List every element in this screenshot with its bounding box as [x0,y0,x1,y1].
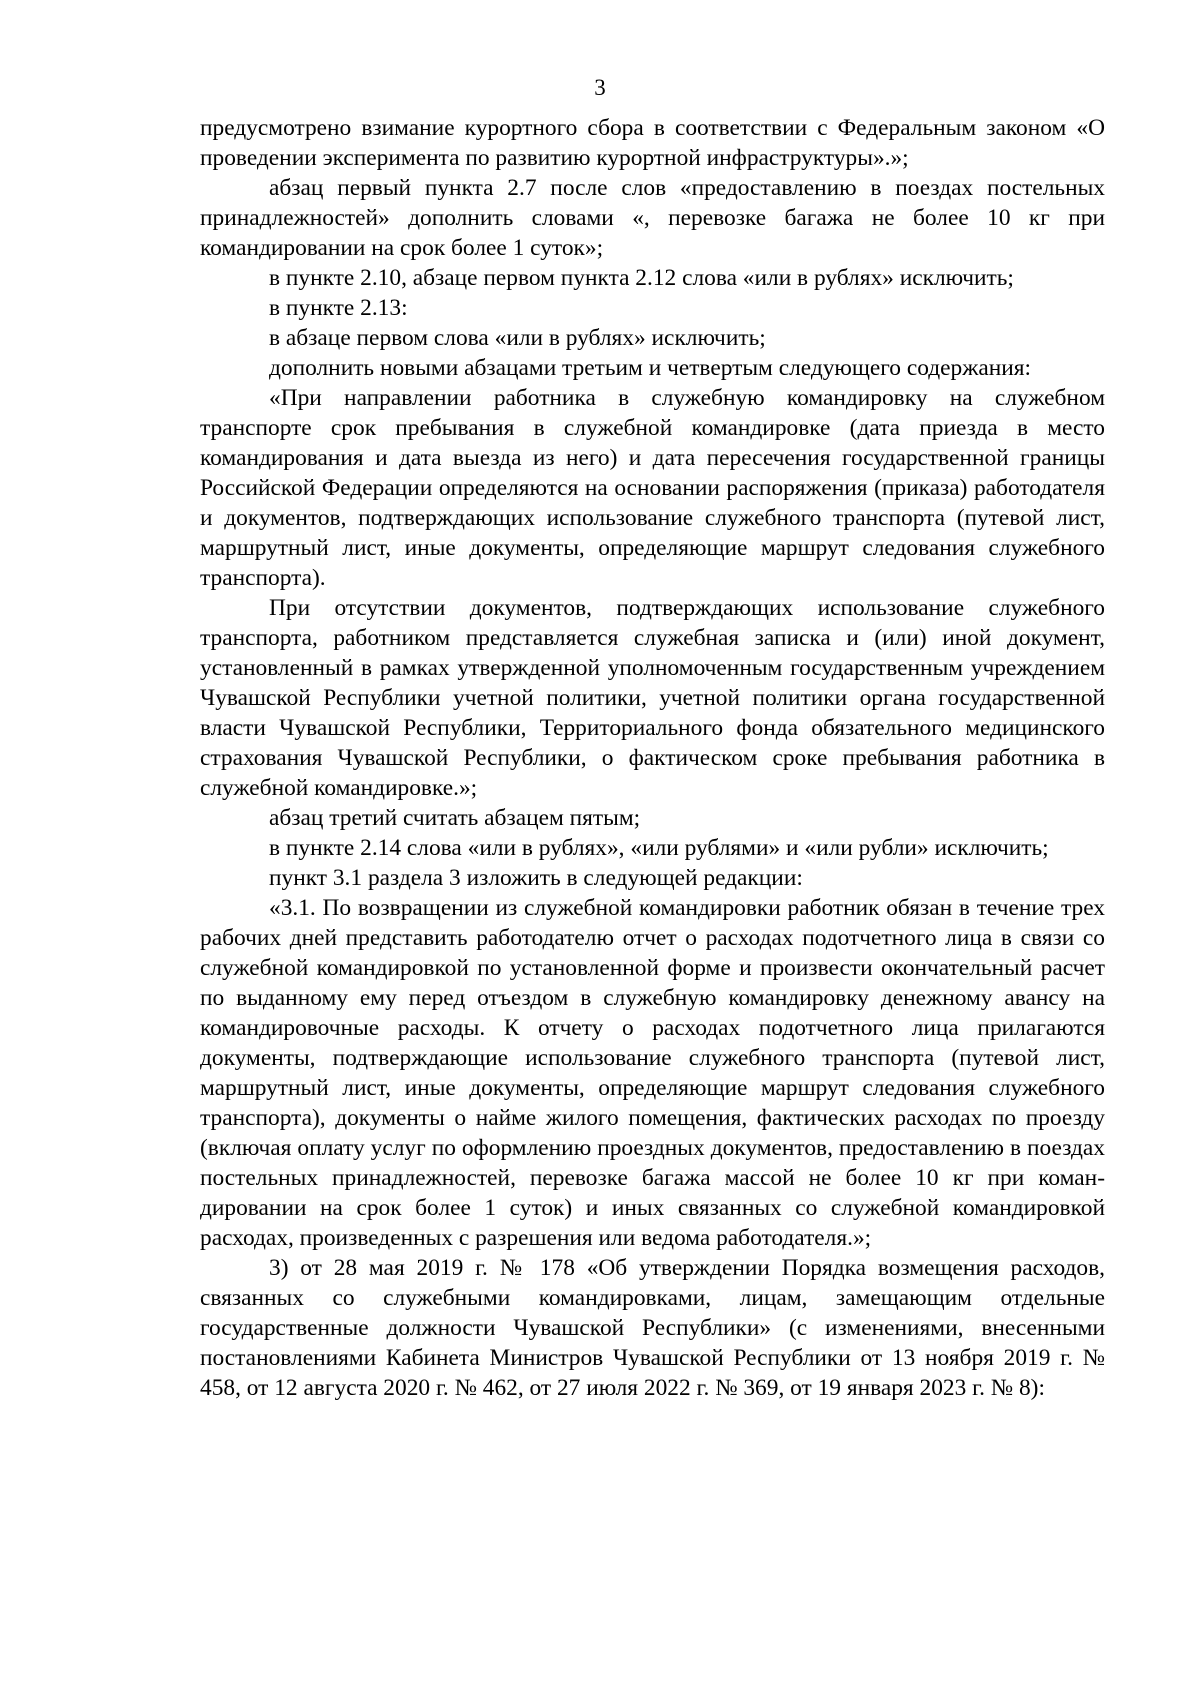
paragraph: «3.1. По возвращении из служебной командировки работник обязан в течение трех рабочих дней представить работодателю отчет о расходах подотчетного лица в связи со служебной командировкой по установленной форме и произвести окончательный расчет по выданному ему перед отъездом в служебную командировку денежному авансу на командировочные расходы. К отчету о расходах подотчетного лица прилагаются документы, подтверждающие использование служебного транспорта (путевой лист, маршрутный лист, иные документы, определяющие маршрут следования служебного транспорта), документы о найме жилого помещения, фактических расходах по проезду (включая оплату услуг по оформлению проездных документов, предоставлению в поездах постельных принадлежностей, перевозке багажа массой не более 10 кг при командировании на срок более 1 суток) и иных связанных со служебной командировкой расходах, произведенных с разрешения или ведома работодателя.»; [200,895,1105,1251]
paragraph: в пункте 2.10, абзаце первом пункта 2.12 слова «или в рублях» исключить; [269,265,1014,291]
paragraph: абзац первый пункта 2.7 после слов «предоставлению в поездах постельных принадлежностей» дополнить словами «, перевозке багажа не более 10 кг при командировании на срок более 1 суток»; [200,175,1105,261]
paragraph: в пункте 2.14 слова «или в рублях», «или рублями» и «или рубли» исключить; [269,835,1049,861]
paragraph-continuation: предусмотрено взимание курортного сбора в соответствии с Федеральным законом «О проведении эксперимента по развитию курортной инфраструктуры».»; [200,115,1105,171]
paragraph: пункт 3.1 раздела 3 изложить в следующей редакции: [269,865,803,891]
document-body [200,113,1105,1403]
paragraph: в абзаце первом слова «или в рублях» исключить; [269,325,766,351]
paragraph: При отсутствии документов, подтверждающих использование служебного транспорта, работником представляется служебная записка и (или) иной документ, установленный в рамках утвержденной уполномоченным государственным учреждением Чувашской Республики учетной политики, учетной политики органа государственной власти Чувашской Республики, Территориального фонда обязательного медицинского страхования Чувашской Республики, о фактическом сроке пребывания работника в служебной командировке.»; [200,595,1105,801]
paragraph: дополнить новыми абзацами третьим и четвертым следующего содержания: [269,355,1032,381]
paragraph: в пункте 2.13: [269,295,408,321]
paragraph: 3) от 28 мая 2019 г. № 178 «Об утверждении Порядка возмещения расходов, связанных со служебными командировками, лицам, замещающим отдельные государственные должности Чувашской Республики» (с изменениями, внесенными постановлениями Кабинета Министров Чувашской Республики от 13 ноября 2019 г. № 458, от 12 августа 2020 г. № 462, от 27 июля 2022 г. № 369, от 19 января 2023 г. № 8): [200,1255,1105,1401]
paragraph: абзац третий считать абзацем пятым; [269,805,641,831]
paragraph: «При направлении работника в служебную командировку на служебном транспорте срок пребывания в служебной командировке (дата приезда в место командирования и дата выезда из него) и дата пересечения государственной границы Российской Федерации определяются на основании распоряжения (приказа) работодателя и документов, подтверждающих использование служебного транспорта (путевой лист, маршрутный лист, иные документы, определяющие маршрут следования служебного транспорта). [200,385,1105,591]
page-number: 3 [594,75,606,100]
